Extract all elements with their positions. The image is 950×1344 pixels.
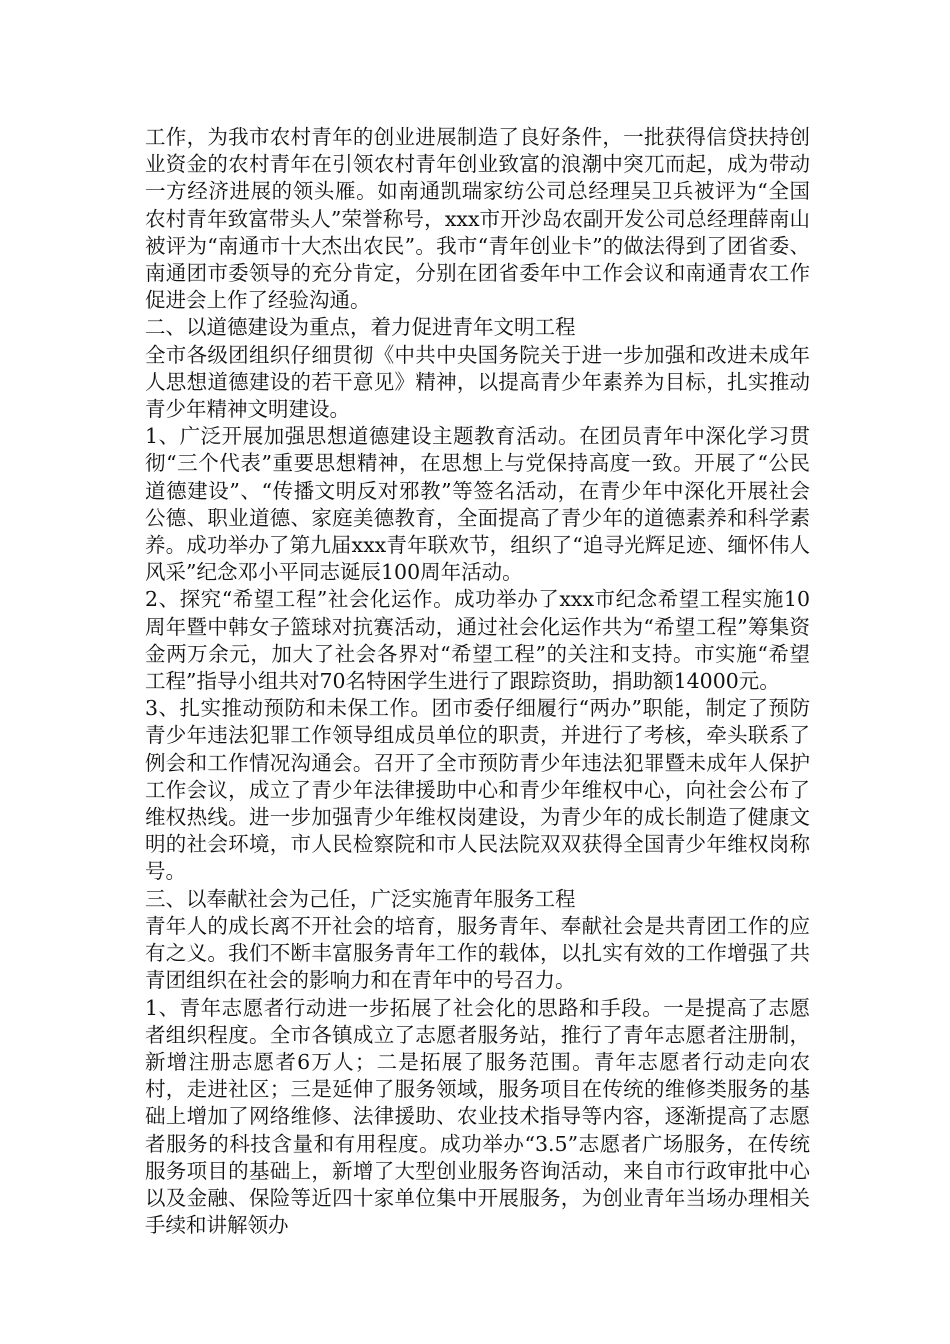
- section-heading-youth-service: 三、以奉献社会为己任，广泛实施青年服务工程: [145, 886, 576, 911]
- paragraph-volunteer-action: 1、青年志愿者行动进一步拓展了社会化的思路和手段。一是提高了志愿者组织程度。全市各镇成立了志愿者服务站，推行了青年志愿者注册制，新增注册志愿者6万人；二是拓展了服务范围。青年志愿者行动走向农村，走进社区；三是延伸了服务领域，服务项目在传统的维修类服务的基础上增加了网络维修、法律援助、农业技术指导等内容，逐渐提高了志愿者服务的科技含量和有用程度。成功举办“3.5”志愿者广场服务，在传统服务项目的基础上，新增了大型创业服务咨询活动，来自市行政审批中心以及金融、保险等近四十家单位集中开展服务，为创业青年当场办理相关手续和讲解领办: [145, 995, 810, 1238]
- paragraph-section-two-intro: 全市各级团组织仔细贯彻《中共中央国务院关于进一步加强和改进未成年人思想道德建设的若干意见》精神，以提高青少年素养为目标，扎实推动青少年精神文明建设。: [145, 342, 810, 422]
- paragraph-moral-education: 1、广泛开展加强思想道德建设主题教育活动。在团员青年中深化学习贯彻“三个代表”重要思想精神，在思想上与党保持高度一致。开展了“公民道德建设”、“传播文明反对邪教”等签名活动，在青少年中深化开展社会公德、职业道德、家庭美德教育，全面提高了青少年的道德素养和科学素养。成功举办了第九届xxx青年联欢节，组织了“追寻光辉足迹、缅怀伟人风采”纪念邓小平同志诞辰100周年活动。: [145, 424, 810, 585]
- section-heading-moral-construction: 二、以道德建设为重点，着力促进青年文明工程: [145, 315, 576, 340]
- paragraph-rural-youth-credit: 工作，为我市农村青年的创业进展制造了良好条件，一批获得信贷扶持创业资金的农村青年在引领农村青年创业致富的浪潮中突兀而起，成为带动一方经济进展的领头雁。如南通凯瑞家纺公司总经理吴卫兵被评为“全国农村青年致富带头人”荣誉称号，xxx市开沙岛农副开发公司总经理薛南山被评为“南通市十大杰出农民”。我市“青年创业卡”的做法得到了团省委、南通团市委领导的充分肯定，分别在团省委年中工作会议和南通青农工作促进会上作了经验沟通。: [145, 125, 810, 313]
- paragraph-crime-prevention: 3、扎实推动预防和未保工作。团市委仔细履行“两办”职能，制定了预防青少年违法犯罪工作领导组成员单位的职责，并进行了考核，牵头联系了例会和工作情况沟通会。召开了全市预防青少年违法犯罪暨未成年人保护工作会议，成立了青少年法律援助中心和青少年维权中心，向社会公布了维权热线。进一步加强青少年维权岗建设，为青少年的成长制造了健康文明的社会环境，市人民检察院和市人民法院双双获得全国青少年维权岗称号。: [145, 696, 810, 884]
- paragraph-hope-project: 2、探究“希望工程”社会化运作。成功举办了xxx市纪念希望工程实施10周年暨中韩女子篮球对抗赛活动，通过社会化运作共为“希望工程”筹集资金两万余元，加大了社会各界对“希望工程”的关注和支持。市实施“希望工程”指导小组共对70名特困学生进行了跟踪资助，捐助额14000元。: [145, 587, 810, 694]
- document-body: [145, 124, 810, 1239]
- paragraph-section-three-intro: 青年人的成长离不开社会的培育，服务青年、奉献社会是共青团工作的应有之义。我们不断丰富服务青年工作的载体，以扎实有效的工作增强了共青团组织在社会的影响力和在青年中的号召力。: [145, 913, 810, 993]
